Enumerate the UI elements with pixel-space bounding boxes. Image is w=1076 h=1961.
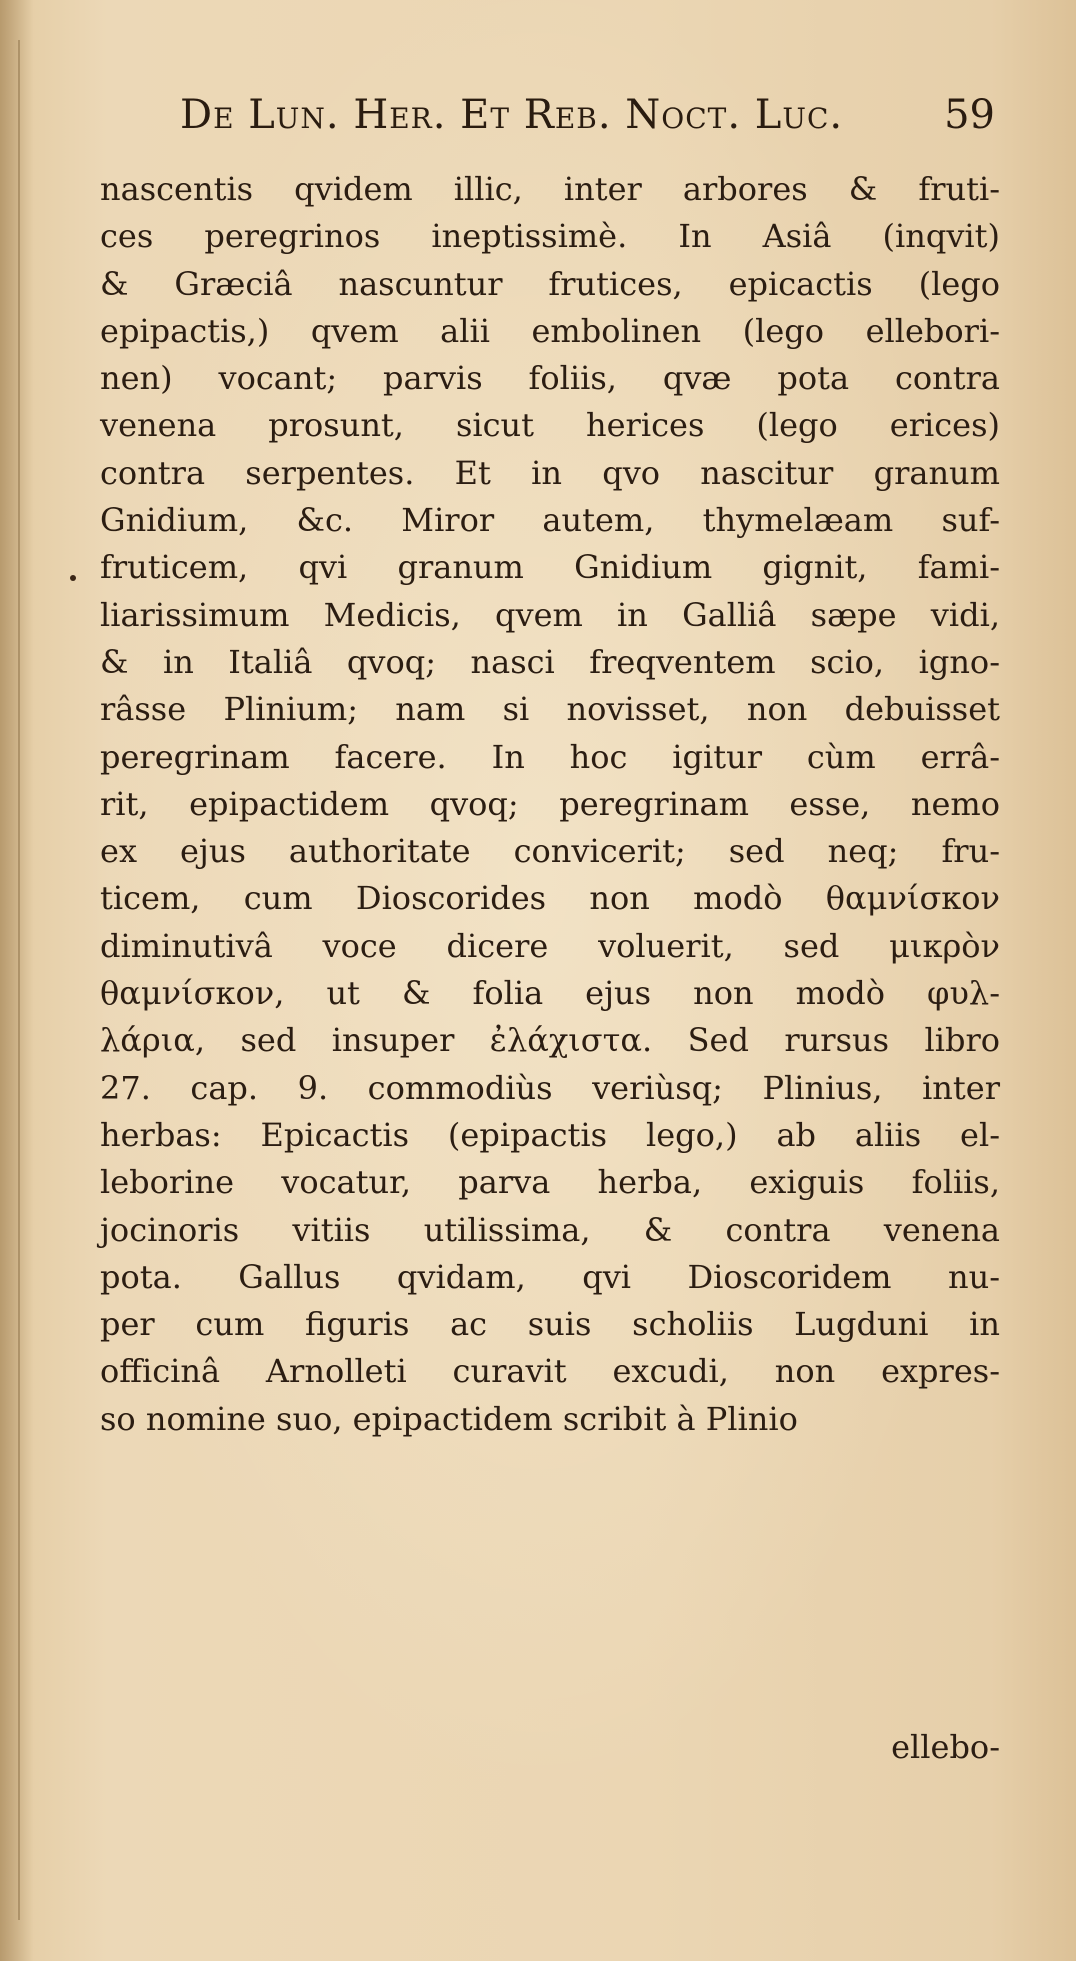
text-line: & in Italiâ qvoq; nasci freqventem scio, igno-	[100, 642, 1000, 681]
text-line: diminutivâ voce dicere voluerit, sed μικρὸν	[100, 926, 1000, 965]
text-line: râsse Plinium; nam si novisset, non debuisset	[100, 690, 1000, 729]
text-line: θαμνίσκον, ut & folia ejus non modò φυλ-	[100, 974, 1000, 1013]
text-line: venena prosunt, sicut herices (lego erices)	[100, 406, 1000, 445]
text-line: officinâ Arnolleti curavit excudi, non expres-	[100, 1352, 1000, 1391]
text-line: epipactis,) qvem alii embolinen (lego ellebori-	[100, 311, 1000, 350]
text-line: so nomine suo, epipactidem scribit à Plinio	[100, 1399, 798, 1438]
page-edge-line	[18, 40, 20, 1920]
text-line: liarissimum Medicis, qvem in Galliâ sæpe vidi,	[100, 595, 1000, 634]
text-line: jocinoris vitiis utilissima, & contra venena	[100, 1210, 1000, 1249]
text-line: contra serpentes. Et in qvo nascitur granum	[100, 453, 1000, 492]
marginal-mark	[70, 575, 76, 581]
text-line: rit, epipactidem qvoq; peregrinam esse, nemo	[100, 784, 1000, 823]
page-header	[180, 92, 1020, 152]
text-line: nascentis qvidem illic, inter arbores & fruti-	[100, 170, 1000, 208]
text-line: nen) vocant; parvis foliis, qvæ pota contra	[100, 359, 1000, 398]
text-line: ces peregrinos ineptissimè. In Asiâ (inqvit)	[100, 217, 1000, 256]
text-line: 27. cap. 9. commodiùs veriùsq; Plinius, inter	[100, 1068, 1000, 1107]
body-text	[100, 166, 1000, 1443]
text-line: fruticem, qvi granum Gnidium gignit, fami-	[100, 548, 1000, 587]
text-line: λάρια, sed insuper ἐλάχιστα. Sed rursus libro	[100, 1021, 1000, 1060]
text-line: pota. Gallus qvidam, qvi Dioscoridem nu-	[100, 1257, 1000, 1296]
text-line: herbas: Epicactis (epipactis lego,) ab aliis el-	[100, 1115, 1000, 1154]
catchword: ellebo-	[891, 1728, 1000, 1766]
text-line: per cum figuris ac suis scholiis Lugduni in	[100, 1305, 1000, 1344]
page-gutter-shadow	[0, 0, 34, 1961]
running-head: De Lun. Her. Et Reb. Noct. Luc.	[180, 92, 844, 138]
text-line: ticem, cum Dioscorides non modò θαμνίσκον	[100, 879, 1000, 918]
page-number: 59	[944, 92, 995, 138]
text-line: peregrinam facere. In hoc igitur cùm errâ-	[100, 737, 1000, 776]
text-line: ex ejus authoritate convicerit; sed neq; fru-	[100, 832, 1000, 871]
text-line: leborine vocatur, parva herba, exiguis foliis,	[100, 1163, 1000, 1202]
text-line: & Græciâ nascuntur frutices, epicactis (lego	[100, 264, 1000, 303]
text-line: Gnidium, &c. Miror autem, thymelæam suf-	[100, 501, 1000, 540]
